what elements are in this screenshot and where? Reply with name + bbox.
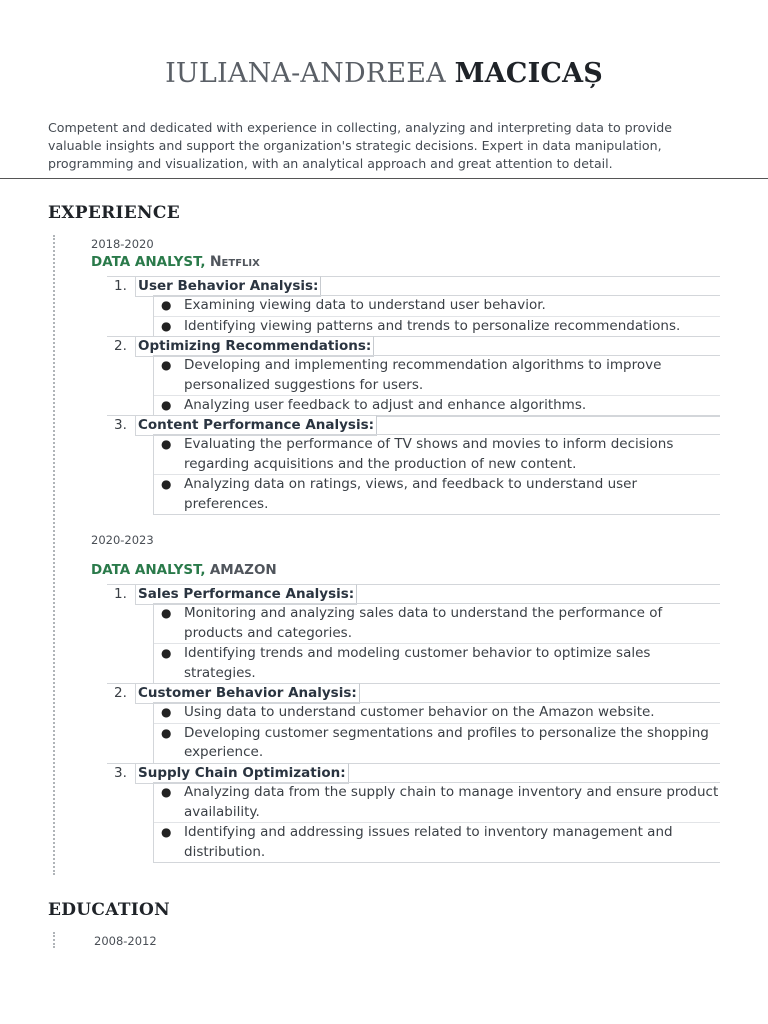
list-item — [154, 702, 720, 723]
first-name: IULIANA-ANDREEA — [165, 58, 446, 89]
item-label: User Behavior Analysis: — [135, 276, 321, 297]
experience-timeline — [53, 235, 55, 875]
item-label: Content Performance Analysis: — [135, 415, 377, 436]
bullet-icon: ● — [161, 646, 172, 660]
job-years: 2020-2023 — [91, 533, 154, 547]
list-item — [154, 395, 720, 416]
item-number: 2. — [114, 338, 127, 354]
bullet-list — [153, 355, 720, 417]
bullet-icon: ● — [161, 705, 172, 719]
item-label: Optimizing Recommendations: — [135, 336, 374, 357]
responsibility-item — [107, 683, 720, 702]
job-company: Netflix — [209, 254, 260, 270]
list-item — [154, 643, 720, 683]
education-timeline — [53, 932, 55, 948]
item-number: 3. — [114, 765, 127, 781]
bullet-icon: ● — [161, 725, 172, 740]
bullet-text: Identifying and addressing issues related to inventory management and distribution. — [184, 824, 673, 860]
bullet-text: Analyzing data on ratings, views, and feedback to understand user preferences. — [184, 476, 638, 512]
job-years: 2018-2020 — [91, 237, 154, 251]
item-number: 1. — [114, 586, 127, 602]
list-item — [154, 355, 720, 395]
last-name: MACICAȘ — [454, 58, 603, 89]
bullet-icon: ● — [161, 825, 172, 839]
bullet-list — [153, 295, 720, 337]
bullet-list — [153, 603, 720, 684]
job-company: AMAZON — [209, 562, 277, 578]
item-number: 1. — [114, 278, 127, 294]
bullet-icon: ● — [161, 606, 172, 620]
item-label: Customer Behavior Analysis: — [135, 683, 360, 704]
item-number: 2. — [114, 685, 127, 701]
bullet-list — [153, 702, 720, 764]
list-item — [154, 474, 720, 514]
list-item — [154, 822, 720, 862]
item-label: Supply Chain Optimization: — [135, 763, 349, 784]
job-role — [91, 562, 277, 578]
profile-summary: Competent and dedicated with experience in collecting, analyzing and interpreting data to provide valuable insights and support the organization's strategic decisions. Expert in data manipulation, programming and visualization, with an analytical approach and great attention to detail. — [48, 120, 672, 171]
list-item — [154, 782, 720, 822]
bullet-text: Identifying trends and modeling customer behavior to optimize sales strategies. — [184, 645, 651, 681]
bullet-list — [153, 782, 720, 863]
responsibility-item — [107, 336, 720, 355]
bullet-text: Developing customer segmentations and profiles to personalize the shopping experience. — [184, 724, 709, 760]
bullet-icon: ● — [161, 398, 172, 412]
candidate-name — [0, 58, 768, 89]
responsibility-item — [107, 584, 720, 603]
job-role — [91, 254, 260, 270]
bullet-icon: ● — [161, 477, 172, 491]
list-item — [154, 434, 720, 474]
responsibility-item — [107, 415, 720, 434]
bullet-icon: ● — [161, 358, 172, 372]
header-divider — [0, 178, 768, 179]
bullet-text: Developing and implementing recommendation algorithms to improve personalized suggestions for users. — [184, 357, 662, 393]
bullet-text: Identifying viewing patterns and trends to personalize recommendations. — [184, 317, 681, 334]
item-label: Sales Performance Analysis: — [135, 584, 357, 605]
experience-heading: EXPERIENCE — [48, 203, 180, 223]
job-title: DATA ANALYST, — [91, 254, 206, 270]
list-item — [154, 316, 720, 337]
list-item — [154, 603, 720, 643]
education-years: 2008-2012 — [94, 934, 157, 948]
bullet-text: Analyzing data from the supply chain to manage inventory and ensure product availability. — [184, 784, 719, 820]
bullet-icon: ● — [161, 785, 172, 799]
bullet-icon: ● — [161, 318, 172, 333]
bullet-icon: ● — [161, 298, 172, 312]
job-title: DATA ANALYST, — [91, 562, 206, 578]
bullet-icon: ● — [161, 437, 172, 451]
bullet-text: Using data to understand customer behavior on the Amazon website. — [184, 704, 655, 720]
list-item — [154, 295, 720, 316]
bullet-text: Examining viewing data to understand user behavior. — [184, 297, 546, 313]
bullet-list — [153, 434, 720, 515]
list-item — [154, 723, 720, 763]
bullet-text: Monitoring and analyzing sales data to understand the performance of products and categories. — [184, 605, 663, 641]
responsibility-item — [107, 763, 720, 782]
bullet-text: Evaluating the performance of TV shows and movies to inform decisions regarding acquisitions and the production of new content. — [184, 436, 674, 472]
bullet-text: Analyzing user feedback to adjust and enhance algorithms. — [184, 397, 587, 413]
responsibility-item — [107, 276, 720, 295]
education-heading: EDUCATION — [48, 900, 170, 920]
item-number: 3. — [114, 417, 127, 433]
